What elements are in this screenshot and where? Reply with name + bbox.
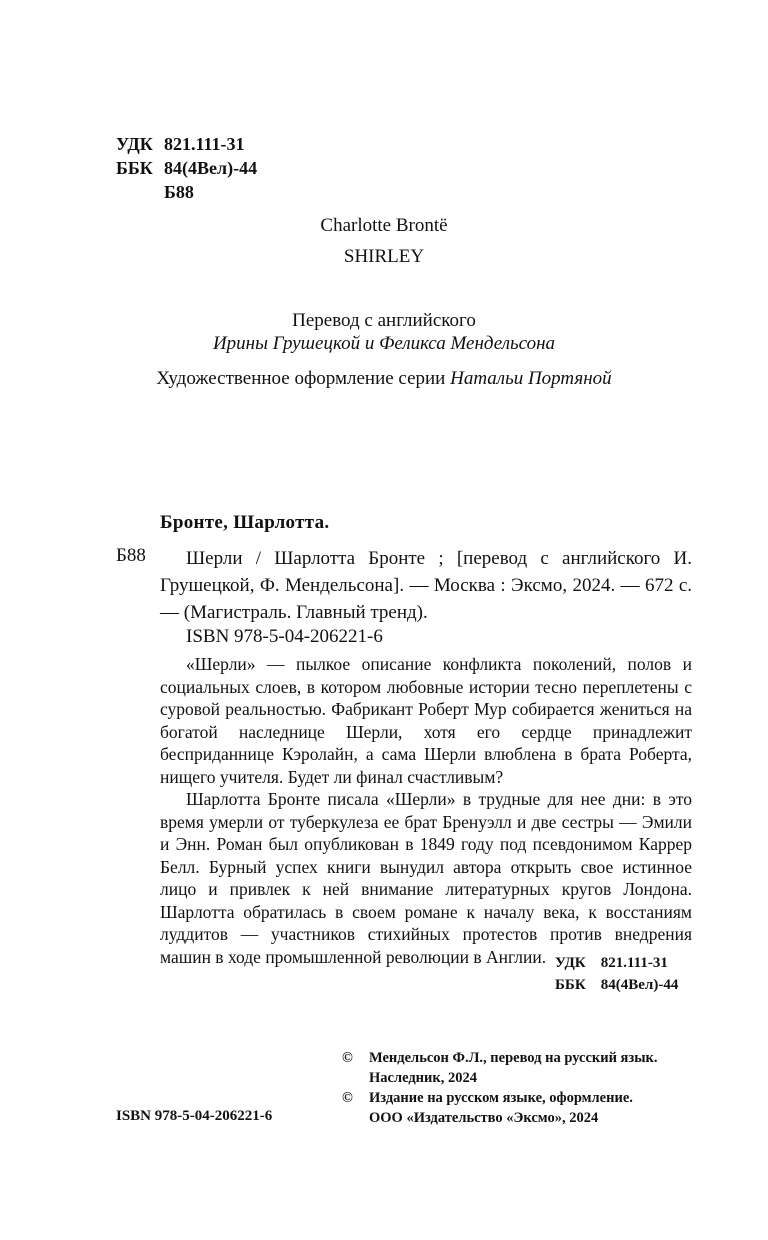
copyright-block — [342, 1048, 658, 1128]
author-mark: Б88 — [164, 182, 194, 202]
bottom-classification — [555, 952, 678, 996]
original-author: Charlotte Brontë — [320, 215, 448, 236]
copyright-symbol-2: © — [342, 1090, 353, 1106]
copyright-symbol: © — [342, 1050, 353, 1066]
bbk-label-bottom: ББК — [555, 977, 586, 993]
udk-value-bottom: 821.111-31 — [600, 955, 668, 971]
design-credit — [0, 368, 768, 390]
original-title: SHIRLEY — [343, 246, 425, 267]
copyright-line-2: Издание на русском языке, оформление. — [369, 1090, 633, 1106]
design-prefix: Художественное оформление серии — [156, 368, 446, 389]
bbk-value: 84(4Вел)-44 — [164, 158, 258, 178]
design-artist: Натальи Портяной — [450, 368, 612, 389]
classification-block — [116, 132, 257, 204]
udk-label-bottom: УДК — [555, 955, 586, 971]
udk-label: УДК — [116, 134, 153, 154]
annotation — [160, 653, 692, 968]
bbk-value-bottom: 84(4Вел)-44 — [600, 977, 679, 993]
annotation-paragraph-1: «Шерли» — пылкое описание конфликта поколений, полов и социальных слоев, в котором любовные истории тесно переплетены с суровой реальностью. Фабрикант Роберт Мур собирается жениться на богатой наследнице Шерли, хотя его сердце принадлежит бесприданнице Кэролайн, а сама Шерли влюблена в брата Роберта, нищего учителя. Будет ли финал счастливым? — [160, 654, 692, 787]
isbn-bottom: ISBN 978-5-04-206221-6 — [116, 1108, 273, 1124]
bib-code: Б88 — [116, 545, 146, 566]
copyright-line-2b: ООО «Издательство «Эксмо», 2024 — [369, 1110, 599, 1126]
bib-description-text: Шерли / Шарлотта Бронте ; [перевод с английского И. Грушецкой, Ф. Мендельсона]. — Москва : Эксмо, 2024. — 672 с. — (Магистраль. Главный тренд). — [160, 548, 692, 623]
bib-author-heading: Бронте, Шарлотта. — [160, 512, 330, 533]
bib-description — [160, 545, 692, 626]
annotation-paragraph-2: Шарлотта Бронте писала «Шерли» в трудные для нее дни: в это время умерли от туберкулеза ее брат Бренуэлл и две сестры — Эмили и Энн. Роман был опубликован в 1849 году под псевдонимом Каррер Белл. Бурный успех книги вынудил автора открыть свое истинное лицо и привлек к ней внимание литературных кругов Лондона. Шарлотта обратилась в своем романе к началу века, к восстаниям луддитов — участников стихийных протестов против внедрения машин в ходе промышленной революции в Англии. — [160, 789, 692, 967]
translators: Ирины Грушецкой и Феликса Мендельсона — [212, 333, 556, 354]
copyright-line-1b: Наследник, 2024 — [369, 1070, 477, 1086]
copyright-line-1: Мендельсон Ф.Л., перевод на русский язык. — [369, 1050, 658, 1066]
translation-line: Перевод с английского — [292, 310, 476, 331]
bbk-label: ББК — [116, 158, 153, 178]
isbn-main: ISBN 978-5-04-206221-6 — [186, 626, 383, 647]
udk-value: 821.111-31 — [164, 134, 245, 154]
